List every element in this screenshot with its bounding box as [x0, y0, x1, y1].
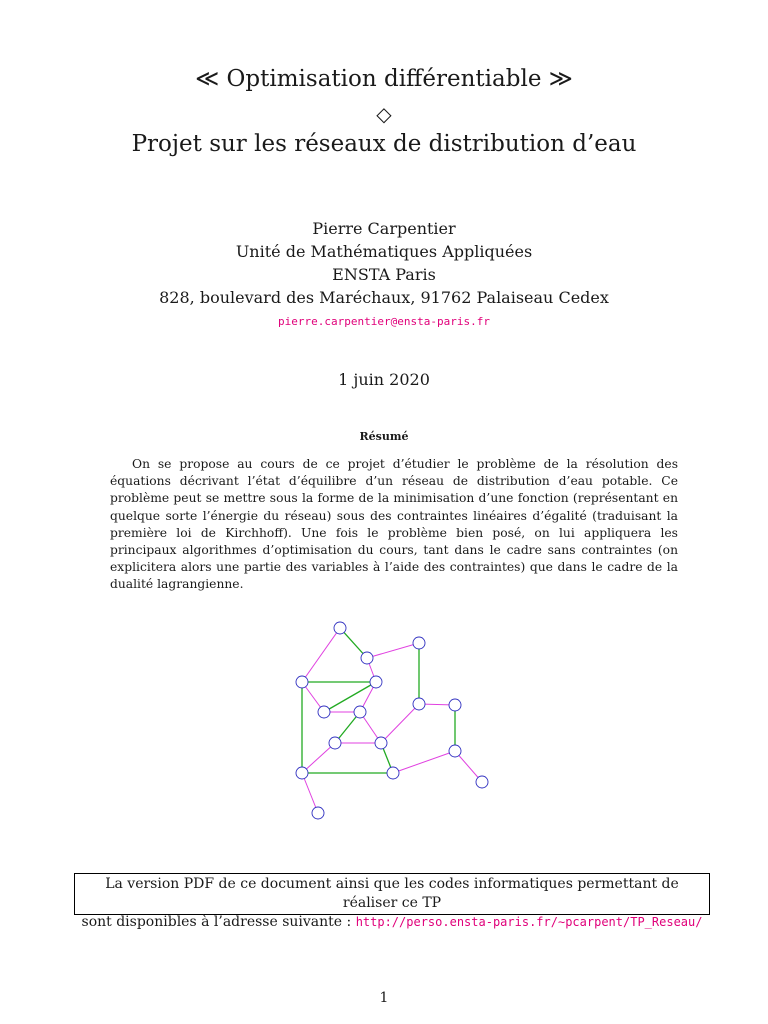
network-node [296, 676, 308, 688]
network-node [329, 737, 341, 749]
notice-line-2-prefix: sont disponibles à l’adresse suivante : [81, 914, 352, 930]
notice-line-1: La version PDF de ce document ainsi que les codes informatiques permettant de réaliser ce TP [105, 876, 679, 911]
network-node [361, 652, 373, 664]
author-address: 828, boulevard des Maréchaux, 91762 Palaiseau Cedex [159, 288, 609, 307]
network-node [354, 706, 366, 718]
network-edge [393, 751, 455, 773]
network-node [449, 745, 461, 757]
network-edge [302, 743, 335, 773]
date: 1 juin 2020 [338, 370, 430, 389]
network-node [334, 622, 346, 634]
title-separator: ◇ [376, 102, 392, 126]
network-edge [302, 628, 340, 682]
notice-url-link[interactable]: http://perso.ensta-paris.fr/∼pcarpent/TP_Reseau/ [355, 915, 703, 929]
notice-box [74, 873, 710, 930]
network-node [318, 706, 330, 718]
title-line-1: ≪ Optimisation différentiable ≫ [195, 66, 573, 92]
abstract-heading: Résumé [359, 430, 409, 443]
author-institution: ENSTA Paris [332, 265, 436, 284]
network-figure [280, 612, 500, 824]
author-email-link[interactable]: pierre.carpentier@ensta-paris.fr [278, 315, 490, 328]
network-edge [367, 643, 419, 658]
page-number: 1 [379, 990, 389, 1006]
network-node [413, 698, 425, 710]
title-line-2: Projet sur les réseaux de distribution d’eau [131, 131, 637, 157]
abstract-text: On se propose au cours de ce projet d’étudier le problème de la résolution des équations décrivant l’état d’équilibre d’un réseau de distribution d’eau potable. Ce problème peut se mettre sous la forme de la minimisation d’une fonction (représentant en quelque sorte l’énergie du réseau) sous des contraintes linéaires d’égalité (traduisant la première loi de Kirchhoff). Une fois le problème bien posé, on lui appliquera les principaux algorithmes d’optimisation du cours, tant dans le cadre sans contraintes (on explicitera alors une partie des variables à l’aide des contraintes) que dans le cadre de la dualité lagrangienne. [110, 457, 678, 592]
network-node [387, 767, 399, 779]
network-edge [302, 773, 318, 813]
notice-line-2 [81, 913, 703, 932]
author-name: Pierre Carpentier [312, 219, 456, 238]
network-node [476, 776, 488, 788]
network-node [375, 737, 387, 749]
author-unit: Unité de Mathématiques Appliquées [235, 242, 533, 261]
network-node [312, 807, 324, 819]
network-node [370, 676, 382, 688]
network-node [296, 767, 308, 779]
network-edge [381, 704, 419, 743]
network-node [449, 699, 461, 711]
author-block [0, 217, 768, 309]
network-node [413, 637, 425, 649]
